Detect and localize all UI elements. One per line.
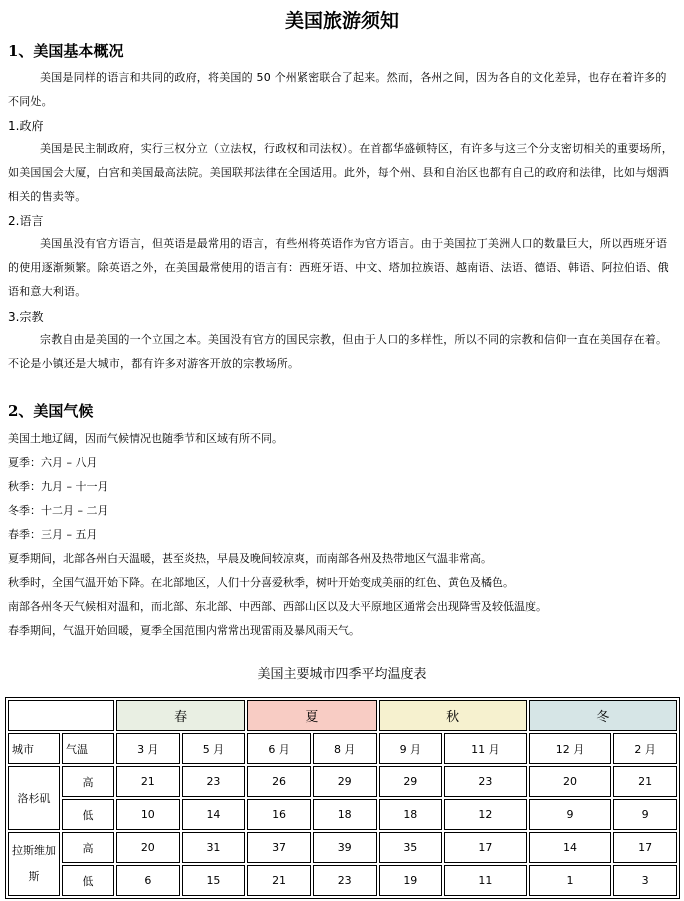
row-label-low: 低 xyxy=(62,799,114,830)
row-label-low: 低 xyxy=(62,865,114,896)
month-header: 5 月 xyxy=(182,733,246,764)
month-header: 8 月 xyxy=(313,733,377,764)
temp-column-header: 气温 xyxy=(62,733,114,764)
table-cell: 12 xyxy=(444,799,527,830)
city-name-la: 洛杉矶 xyxy=(8,766,60,830)
table-cell: 10 xyxy=(116,799,180,830)
table-cell: 16 xyxy=(247,799,311,830)
climate-line: 美国土地辽阔，因而气候情况也随季节和区域有所不同。 xyxy=(8,432,283,445)
table-cell: 14 xyxy=(182,799,246,830)
table-cell: 31 xyxy=(182,832,246,863)
climate-line: 春季期间，气温开始回暖，夏季全国范围内常常出现雷雨及暴风雨天气。 xyxy=(8,624,360,637)
table-cell: 17 xyxy=(613,832,677,863)
table-cell: 26 xyxy=(247,766,311,797)
table-cell: 14 xyxy=(529,832,612,863)
season-header-row xyxy=(8,700,677,731)
table-row xyxy=(8,865,677,896)
row-label-high: 高 xyxy=(62,766,114,797)
sub-heading-government: 1.政府 xyxy=(8,119,44,133)
table-cell: 20 xyxy=(116,832,180,863)
table-cell: 18 xyxy=(313,799,377,830)
section1-intro: 美国是同样的语言和共同的政府，将美国的 50 个州紧密联合了起来。然而，各州之间，因为各自的文化差异，也存在着许多的不同处。 xyxy=(8,71,667,108)
table-cell: 23 xyxy=(182,766,246,797)
table-cell: 29 xyxy=(379,766,443,797)
climate-line: 夏季：六月 – 八月 xyxy=(8,456,98,469)
climate-line: 春季：三月 – 五月 xyxy=(8,528,98,541)
sub-heading-religion: 3.宗教 xyxy=(8,310,44,324)
month-header: 6 月 xyxy=(247,733,311,764)
row-label-high: 高 xyxy=(62,832,114,863)
season-summer: 夏 xyxy=(247,700,376,731)
month-header-row xyxy=(8,733,677,764)
month-header: 3 月 xyxy=(116,733,180,764)
city-column-header: 城市 xyxy=(8,733,60,764)
month-header: 11 月 xyxy=(444,733,527,764)
climate-line: 冬季：十二月 – 二月 xyxy=(8,504,109,517)
table-cell: 21 xyxy=(613,766,677,797)
table-cell: 23 xyxy=(444,766,527,797)
table-cell: 6 xyxy=(116,865,180,896)
table-row xyxy=(8,799,677,830)
table-cell: 18 xyxy=(379,799,443,830)
climate-line: 秋季时，全国气温开始下降。在北部地区，人们十分喜爱秋季，树叶开始变成美丽的红色、黄色及橘色。 xyxy=(8,576,514,589)
season-winter: 冬 xyxy=(529,700,677,731)
table-cell: 3 xyxy=(613,865,677,896)
table-cell: 9 xyxy=(529,799,612,830)
city-name-las-vegas: 拉斯维加斯 xyxy=(8,832,60,896)
table-cell: 15 xyxy=(182,865,246,896)
table-cell: 20 xyxy=(529,766,612,797)
page-title: 美国旅游须知 xyxy=(284,10,399,32)
table-cell: 39 xyxy=(313,832,377,863)
table-cell: 21 xyxy=(247,865,311,896)
government-paragraph: 美国是民主制政府，实行三权分立（立法权，行政权和司法权）。在首都华盛顿特区，有许多与这三个分支密切相关的重要场所，如美国国会大厦，白宫和美国最高法院。美国联邦法律在全国适用。此外，每个州、县和自治区也都有自己的政府和法律，比如与烟酒相关的售卖等。 xyxy=(8,142,673,203)
religion-paragraph: 宗教自由是美国的一个立国之本。美国没有官方的国民宗教，但由于人口的多样性，所以不同的宗教和信仰一直在美国存在着。不论是小镇还是大城市，都有许多对游客开放的宗教场所。 xyxy=(8,333,668,370)
language-paragraph: 美国虽没有官方语言，但英语是最常用的语言，有些州将英语作为官方语言。由于美国拉丁美洲人口的数量巨大，所以西班牙语的使用逐渐频繁。除英语之外，在美国最常使用的语言有：西班牙语、中文、塔加拉族语、越南语、法语、德语、韩语、阿拉伯语、俄语和意大利语。 xyxy=(8,237,669,298)
sub-heading-language: 2.语言 xyxy=(8,214,44,228)
empty-header-cell xyxy=(8,700,114,731)
climate-line: 南部各州冬天气候相对温和，而北部、东北部、中西部、西部山区以及大平原地区通常会出现降雪及较低温度。 xyxy=(8,600,547,613)
table-cell: 19 xyxy=(379,865,443,896)
table-cell: 23 xyxy=(313,865,377,896)
season-autumn: 秋 xyxy=(379,700,527,731)
table-cell: 37 xyxy=(247,832,311,863)
table-cell: 1 xyxy=(529,865,612,896)
month-header: 12 月 xyxy=(529,733,612,764)
section1-heading: 1、美国基本概况 xyxy=(8,42,124,60)
table-cell: 9 xyxy=(613,799,677,830)
table-row xyxy=(8,832,677,863)
table-cell: 35 xyxy=(379,832,443,863)
month-header: 9 月 xyxy=(379,733,443,764)
climate-line: 秋季：九月 – 十一月 xyxy=(8,480,109,493)
table-cell: 11 xyxy=(444,865,527,896)
table-cell: 17 xyxy=(444,832,527,863)
table-cell: 21 xyxy=(116,766,180,797)
month-header: 2 月 xyxy=(613,733,677,764)
temperature-table xyxy=(5,697,680,899)
table-row xyxy=(8,766,677,797)
table-title: 美国主要城市四季平均温度表 xyxy=(257,667,427,682)
section2-heading: 2、美国气候 xyxy=(8,402,94,420)
season-spring: 春 xyxy=(116,700,245,731)
climate-line: 夏季期间，北部各州白天温暖，甚至炎热，早晨及晚间较凉爽，而南部各州及热带地区气温非常高。 xyxy=(8,552,492,565)
table-cell: 29 xyxy=(313,766,377,797)
